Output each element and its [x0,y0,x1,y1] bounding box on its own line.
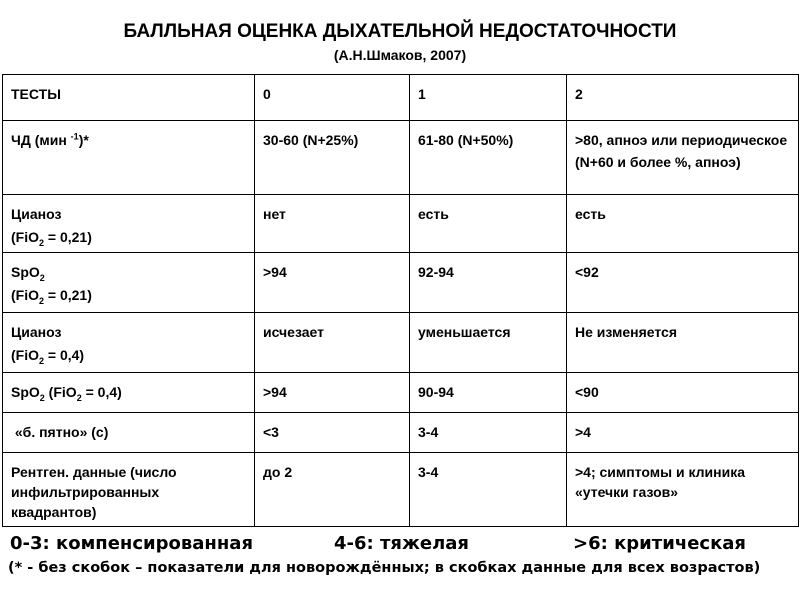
score-0-cell: нет [255,195,410,253]
header-tests: ТЕСТЫ [3,75,255,121]
test-cell: Цианоз (FiO$_2$ = 0,4) [3,313,255,373]
table-row [3,313,799,373]
footnote: (* - без скобок – показатели для новорождённых; в скобках данные для всех возрастов) [8,560,761,576]
table-header-row [3,75,799,121]
test-cell: ЧД (мин $^{-1}$)* [3,121,255,195]
header-score-2: 2 [567,75,799,121]
scale-compensated: 0-3: компенсированная [10,533,254,554]
page-subtitle: (А.Н.Шмаков, 2007) [333,47,467,63]
score-1-cell: есть [410,195,567,253]
score-0-cell: >94 [255,253,410,313]
score-2-cell: >4 [567,413,799,453]
score-1-cell: 92-94 [410,253,567,313]
score-2-cell: есть [567,195,799,253]
score-2-cell: >4; симптомы и клиника «утечки газов» [567,453,799,527]
severity-scale [0,530,800,558]
table-row [3,121,799,195]
score-0-cell: исчезает [255,313,410,373]
table-row [3,373,799,413]
score-2-cell: <90 [567,373,799,413]
score-1-cell: 3-4 [410,453,567,527]
test-cell: SpO$_2$ (FiO$_2$ = 0,4) [3,373,255,413]
score-2-cell: <92 [567,253,799,313]
score-0-cell: <3 [255,413,410,453]
table-row [3,453,799,527]
header-score-1: 1 [410,75,567,121]
scale-critical: >6: критическая [573,533,746,554]
table-row [3,195,799,253]
score-2-cell: Не изменяется [567,313,799,373]
score-1-cell: 61-80 (N+50%) [410,121,567,195]
score-table [2,74,799,527]
test-cell: Рентген. данные (число инфильтрированных квадрантов) [3,453,255,527]
score-2-cell: >80, апноэ или периодическое (N+60 и более %, апноэ) [567,121,799,195]
page-title: БАЛЛЬНАЯ ОЦЕНКА ДЫХАТЕЛЬНОЙ НЕДОСТАТОЧНОСТИ [123,21,677,42]
score-0-cell: до 2 [255,453,410,527]
score-1-cell: уменьшается [410,313,567,373]
score-0-cell: 30-60 (N+25%) [255,121,410,195]
test-cell: SpO$_2$ (FiO$_2$ = 0,21) [3,253,255,313]
test-cell: Цианоз (FiO$_2$ = 0,21) [3,195,255,253]
score-1-cell: 90-94 [410,373,567,413]
score-1-cell: 3-4 [410,413,567,453]
test-cell: «б. пятно» (с) [3,413,255,453]
scale-severe: 4-6: тяжелая [334,533,469,554]
table-row [3,253,799,313]
score-0-cell: >94 [255,373,410,413]
table-row [3,413,799,453]
header-score-0: 0 [255,75,410,121]
